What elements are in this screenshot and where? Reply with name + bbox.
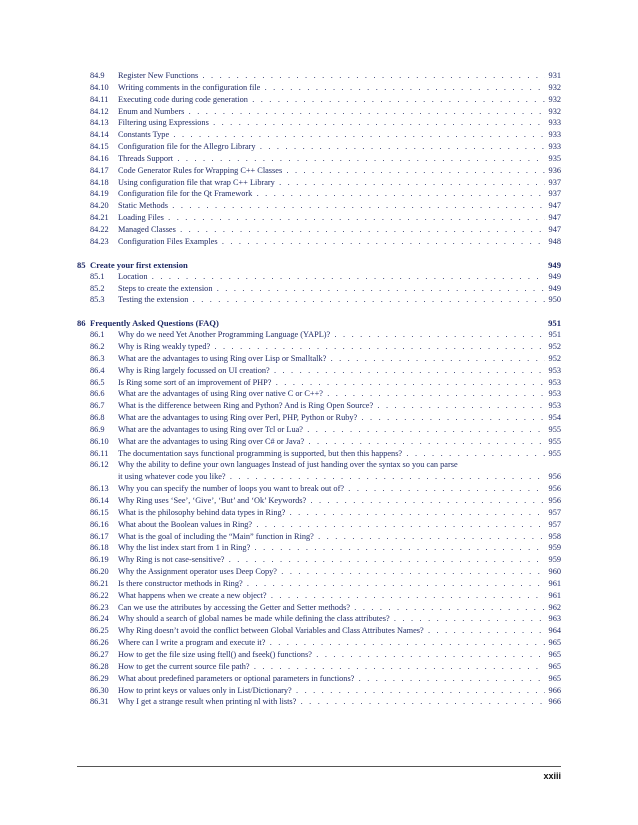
toc-entry[interactable]	[77, 200, 561, 212]
entry-page: 953	[548, 389, 561, 399]
entry-number: 86.19	[90, 555, 109, 565]
toc-entry[interactable]	[77, 129, 561, 141]
entry-title: Using configuration file that wrap C++ Library . . .	[118, 177, 545, 189]
entry-title: Steps to create the extension . . .	[118, 283, 545, 295]
toc-entry[interactable]	[77, 271, 561, 283]
entry-page: 949	[548, 283, 561, 293]
toc-entry[interactable]	[77, 388, 561, 400]
entry-number: 86.9	[90, 424, 105, 434]
entry-title: Constants Type . . .	[118, 129, 545, 141]
toc-entry[interactable]	[77, 329, 561, 341]
toc-chapter[interactable]	[77, 259, 561, 271]
entry-title: What is the difference between Ring and Python? And is Ring Open Source? . . .	[118, 400, 545, 412]
entry-page: 959	[548, 555, 561, 565]
entry-title: Writing comments in the configuration file . . .	[118, 82, 545, 94]
toc-entry[interactable]	[77, 436, 561, 448]
entry-number: 85.3	[90, 295, 105, 305]
toc-entry[interactable]	[77, 212, 561, 224]
entry-title: Managed Classes . . .	[118, 224, 545, 236]
entry-page: 965	[548, 661, 561, 671]
entry-number: 86.13	[90, 484, 109, 494]
entry-title: Filtering using Expressions . . .	[118, 117, 545, 129]
entry-number: 86.17	[90, 531, 109, 541]
footer-page-number: xxiii	[543, 771, 561, 781]
toc-entry[interactable]	[77, 412, 561, 424]
entry-page: 933	[548, 130, 561, 140]
entry-page: 965	[548, 673, 561, 683]
entry-number: 86.26	[90, 638, 109, 648]
entry-page: 961	[548, 590, 561, 600]
entry-page: 947	[548, 224, 561, 234]
toc-entry[interactable]	[77, 566, 561, 578]
entry-number: 86.7	[90, 401, 105, 411]
entry-page: 957	[548, 519, 561, 529]
entry-number: 86.18	[90, 543, 109, 553]
entry-page: 933	[548, 142, 561, 152]
entry-number: 84.16	[90, 153, 109, 163]
entry-number: 86.27	[90, 649, 109, 659]
toc-entry[interactable]	[77, 519, 561, 531]
entry-number: 86.12	[90, 460, 109, 470]
toc-entry[interactable]	[77, 400, 561, 412]
toc-entry[interactable]	[77, 685, 561, 697]
entry-number: 86.4	[90, 365, 105, 375]
toc-entry[interactable]	[77, 236, 561, 248]
entry-title: Enum and Numbers . . .	[118, 106, 545, 118]
entry-page: 947	[548, 201, 561, 211]
entry-title: Why the ability to define your own languages Instead of just handing over the syntax so you can parse	[118, 460, 458, 470]
toc-entry[interactable]	[77, 165, 561, 177]
chapter-number: 86	[77, 318, 86, 329]
toc-chapter[interactable]	[77, 317, 561, 329]
entry-title: Why I get a strange result when printing nl with lists? . . .	[118, 696, 545, 708]
toc-entry[interactable]	[77, 141, 561, 153]
entry-number: 86.29	[90, 673, 109, 683]
entry-page: 965	[548, 649, 561, 659]
entry-title: Why is Ring largely focussed on UI creation? . . .	[118, 365, 545, 377]
entry-title: Code Generator Rules for Wrapping C++ Classes . . .	[118, 165, 545, 177]
entry-title: Can we use the attributes by accessing the Getter and Setter methods? . . .	[118, 602, 545, 614]
toc-entry[interactable]	[77, 365, 561, 377]
entry-title: Configuration Files Examples . . .	[118, 236, 545, 248]
toc-entry-continuation[interactable]	[77, 471, 561, 483]
toc-entry[interactable]	[77, 188, 561, 200]
entry-page: 955	[548, 424, 561, 434]
entry-number: 85.2	[90, 283, 105, 293]
entry-number: 84.22	[90, 224, 109, 234]
toc-entry[interactable]	[77, 696, 561, 708]
entry-page: 954	[548, 413, 561, 423]
entry-title: How to get the file size using ftell() and fseek() functions? . . .	[118, 649, 545, 661]
toc-entry[interactable]	[77, 531, 561, 543]
entry-title: How to print keys or values only in List/Dictionary? . . .	[118, 685, 545, 697]
entry-title: Register New Functions . . .	[118, 70, 545, 82]
toc-entry[interactable]	[77, 177, 561, 189]
entry-page: 957	[548, 507, 561, 517]
toc-entry[interactable]	[77, 507, 561, 519]
entry-page: 955	[548, 448, 561, 458]
toc-entry[interactable]	[77, 448, 561, 460]
entry-number: 84.19	[90, 189, 109, 199]
entry-number: 85.1	[90, 271, 105, 281]
entry-number: 86.5	[90, 377, 105, 387]
toc-entry[interactable]	[77, 542, 561, 554]
entry-title: Where can I write a program and execute it? . . .	[118, 637, 545, 649]
entry-page: 932	[548, 82, 561, 92]
toc-entry[interactable]	[77, 153, 561, 165]
entry-page: 951	[548, 330, 561, 340]
toc-entry[interactable]	[77, 590, 561, 602]
entry-page: 964	[548, 626, 561, 636]
entry-page: 947	[548, 213, 561, 223]
entry-number: 84.10	[90, 82, 109, 92]
entry-page: 949	[548, 271, 561, 281]
entry-page: 958	[548, 531, 561, 541]
entry-number: 86.28	[90, 661, 109, 671]
entry-page: 961	[548, 578, 561, 588]
entry-number: 84.14	[90, 130, 109, 140]
entry-title: The documentation says functional programming is supported, but then this happens? . . .	[118, 448, 545, 460]
entry-title: Why the list index start from 1 in Ring? . . .	[118, 542, 545, 554]
entry-title-continuation: it using whatever code you like? . . .	[118, 471, 545, 483]
entry-title: How to get the current source file path? . . .	[118, 661, 545, 673]
toc-entry[interactable]	[77, 106, 561, 118]
entry-page: 935	[548, 153, 561, 163]
entry-title: Location . . .	[118, 271, 545, 283]
entry-number: 84.17	[90, 165, 109, 175]
entry-page: 937	[548, 177, 561, 187]
toc-entry[interactable]	[77, 661, 561, 673]
entry-title: Executing code during code generation . . .	[118, 94, 545, 106]
entry-title: Testing the extension . . .	[118, 294, 545, 306]
entry-number: 84.21	[90, 213, 109, 223]
entry-page: 953	[548, 401, 561, 411]
entry-number: 86.16	[90, 519, 109, 529]
toc-entry[interactable]	[77, 613, 561, 625]
entry-title: Why Ring is not case-sensitive? . . .	[118, 554, 545, 566]
entry-title: Why you can specify the number of loops you want to break out of? . . .	[118, 483, 545, 495]
entry-page: 932	[548, 106, 561, 116]
entry-title: Why the Assignment operator uses Deep Copy? . . .	[118, 566, 545, 578]
entry-page: 948	[548, 236, 561, 246]
chapter-title: Create your first extension	[90, 259, 188, 270]
entry-title: Configuration file for the Qt Framework . . .	[118, 188, 545, 200]
toc-entry[interactable]	[77, 637, 561, 649]
entry-title: What about the Boolean values in Ring? . . .	[118, 519, 545, 531]
entry-number: 86.6	[90, 389, 105, 399]
entry-title: Why do we need Yet Another Programming Language (YAPL)? . . .	[118, 329, 545, 341]
entry-page: 932	[548, 94, 561, 104]
entry-number: 86.25	[90, 626, 109, 636]
entry-number: 86.24	[90, 614, 109, 624]
toc-entry[interactable]	[77, 424, 561, 436]
entry-number: 84.13	[90, 118, 109, 128]
entry-number: 86.21	[90, 578, 109, 588]
toc-entry[interactable]	[77, 117, 561, 129]
toc-entry[interactable]	[77, 224, 561, 236]
entry-title: What are the advantages to using Ring over C# or Java? . . .	[118, 436, 545, 448]
entry-page: 931	[548, 71, 561, 80]
entry-number: 84.11	[90, 94, 109, 104]
entry-title: Threads Support . . .	[118, 153, 545, 165]
entry-number: 86.15	[90, 507, 109, 517]
entry-number: 86.2	[90, 342, 105, 352]
entry-page: 963	[548, 614, 561, 624]
entry-title: What are the advantages of using Ring over native C or C++? . . .	[118, 388, 545, 400]
entry-title: What is the goal of including the “Main” function in Ring? . . .	[118, 531, 545, 543]
toc-entry[interactable]	[77, 673, 561, 685]
entry-number: 84.23	[90, 236, 109, 246]
entry-title: Why Ring doesn’t avoid the conflict between Global Variables and Class Attributes Names? . . .	[118, 625, 545, 637]
entry-page: 956	[548, 484, 561, 494]
toc-entry[interactable]	[77, 341, 561, 353]
entry-page: 953	[548, 365, 561, 375]
entry-page: 966	[548, 697, 561, 707]
entry-page: 950	[548, 295, 561, 305]
entry-title: What about predefined parameters or optional parameters in functions? . . .	[118, 673, 545, 685]
toc-entry[interactable]	[77, 377, 561, 389]
entry-title: Configuration file for the Allegro Library . . .	[118, 141, 545, 153]
entry-page: 959	[548, 543, 561, 553]
toc-entry[interactable]	[77, 649, 561, 661]
entry-page: 952	[548, 353, 561, 363]
entry-number: 86.30	[90, 685, 109, 695]
entry-number: 84.18	[90, 177, 109, 187]
entry-number: 84.12	[90, 106, 109, 116]
entry-title: Is Ring some sort of an improvement of PHP? . . .	[118, 377, 545, 389]
entry-number: 86.8	[90, 413, 105, 423]
entry-title: Is there constructor methods in Ring? . . .	[118, 578, 545, 590]
toc-page	[77, 70, 561, 708]
entry-title: Why should a search of global names be made while defining the class attributes? . . .	[118, 613, 545, 625]
toc-entry[interactable]	[77, 294, 561, 306]
entry-page: 956	[548, 472, 561, 482]
entry-title: Loading Files . . .	[118, 212, 545, 224]
toc-entry[interactable]	[77, 94, 561, 106]
chapter-page: 951	[548, 318, 561, 329]
toc-entry[interactable]	[77, 483, 561, 495]
chapter-title: Frequently Asked Questions (FAQ)	[90, 318, 219, 329]
entry-page: 952	[548, 342, 561, 352]
entry-number: 86.11	[90, 448, 109, 458]
entry-page: 960	[548, 567, 561, 577]
entry-title: Why is Ring weakly typed? . . .	[118, 341, 545, 353]
entry-number: 86.20	[90, 567, 109, 577]
toc-entry[interactable]	[77, 602, 561, 614]
entry-page: 936	[548, 165, 561, 175]
entry-page: 953	[548, 377, 561, 387]
entry-number: 86.3	[90, 353, 105, 363]
entry-page: 933	[548, 118, 561, 128]
footer-rule	[77, 766, 561, 767]
entry-title: What happens when we create a new object? . . .	[118, 590, 545, 602]
entry-number: 86.31	[90, 697, 109, 707]
entry-title: What are the advantages to using Ring over Tcl or Lua? . . .	[118, 424, 545, 436]
entry-page: 937	[548, 189, 561, 199]
toc-entry[interactable]	[77, 283, 561, 295]
toc-entry[interactable]	[77, 578, 561, 590]
entry-number: 84.15	[90, 142, 109, 152]
entry-page: 955	[548, 436, 561, 446]
entry-page: 962	[548, 602, 561, 612]
entry-title: Static Methods . . .	[118, 200, 545, 212]
toc-entry[interactable]	[77, 625, 561, 637]
toc-entry[interactable]	[77, 554, 561, 566]
entry-title: What are the advantages to using Ring over Perl, PHP, Python or Ruby? . . .	[118, 412, 545, 424]
entry-number: 84.9	[90, 71, 105, 80]
entry-title: What are the advantages to using Ring over Lisp or Smalltalk? . . .	[118, 353, 545, 365]
toc-entry[interactable]	[77, 495, 561, 507]
toc-entry[interactable]	[77, 70, 561, 82]
entry-title: What is the philosophy behind data types in Ring? . . .	[118, 507, 545, 519]
entry-page: 956	[548, 496, 561, 505]
chapter-page: 949	[548, 259, 561, 270]
entry-number: 86.14	[90, 496, 109, 505]
toc-entry[interactable]	[77, 353, 561, 365]
entry-number: 86.1	[90, 330, 105, 340]
entry-number: 86.22	[90, 590, 109, 600]
entry-number: 86.10	[90, 436, 109, 446]
entry-page: 965	[548, 638, 561, 648]
entry-page: 966	[548, 685, 561, 695]
entry-number: 86.23	[90, 602, 109, 612]
toc-entry[interactable]	[77, 459, 561, 471]
entry-number: 84.20	[90, 201, 109, 211]
entry-title: Why Ring uses ‘See’, ‘Give’, ‘But’ and ‘Ok’ Keywords? . . .	[118, 495, 545, 507]
chapter-number: 85	[77, 259, 86, 270]
toc-entry[interactable]	[77, 82, 561, 94]
